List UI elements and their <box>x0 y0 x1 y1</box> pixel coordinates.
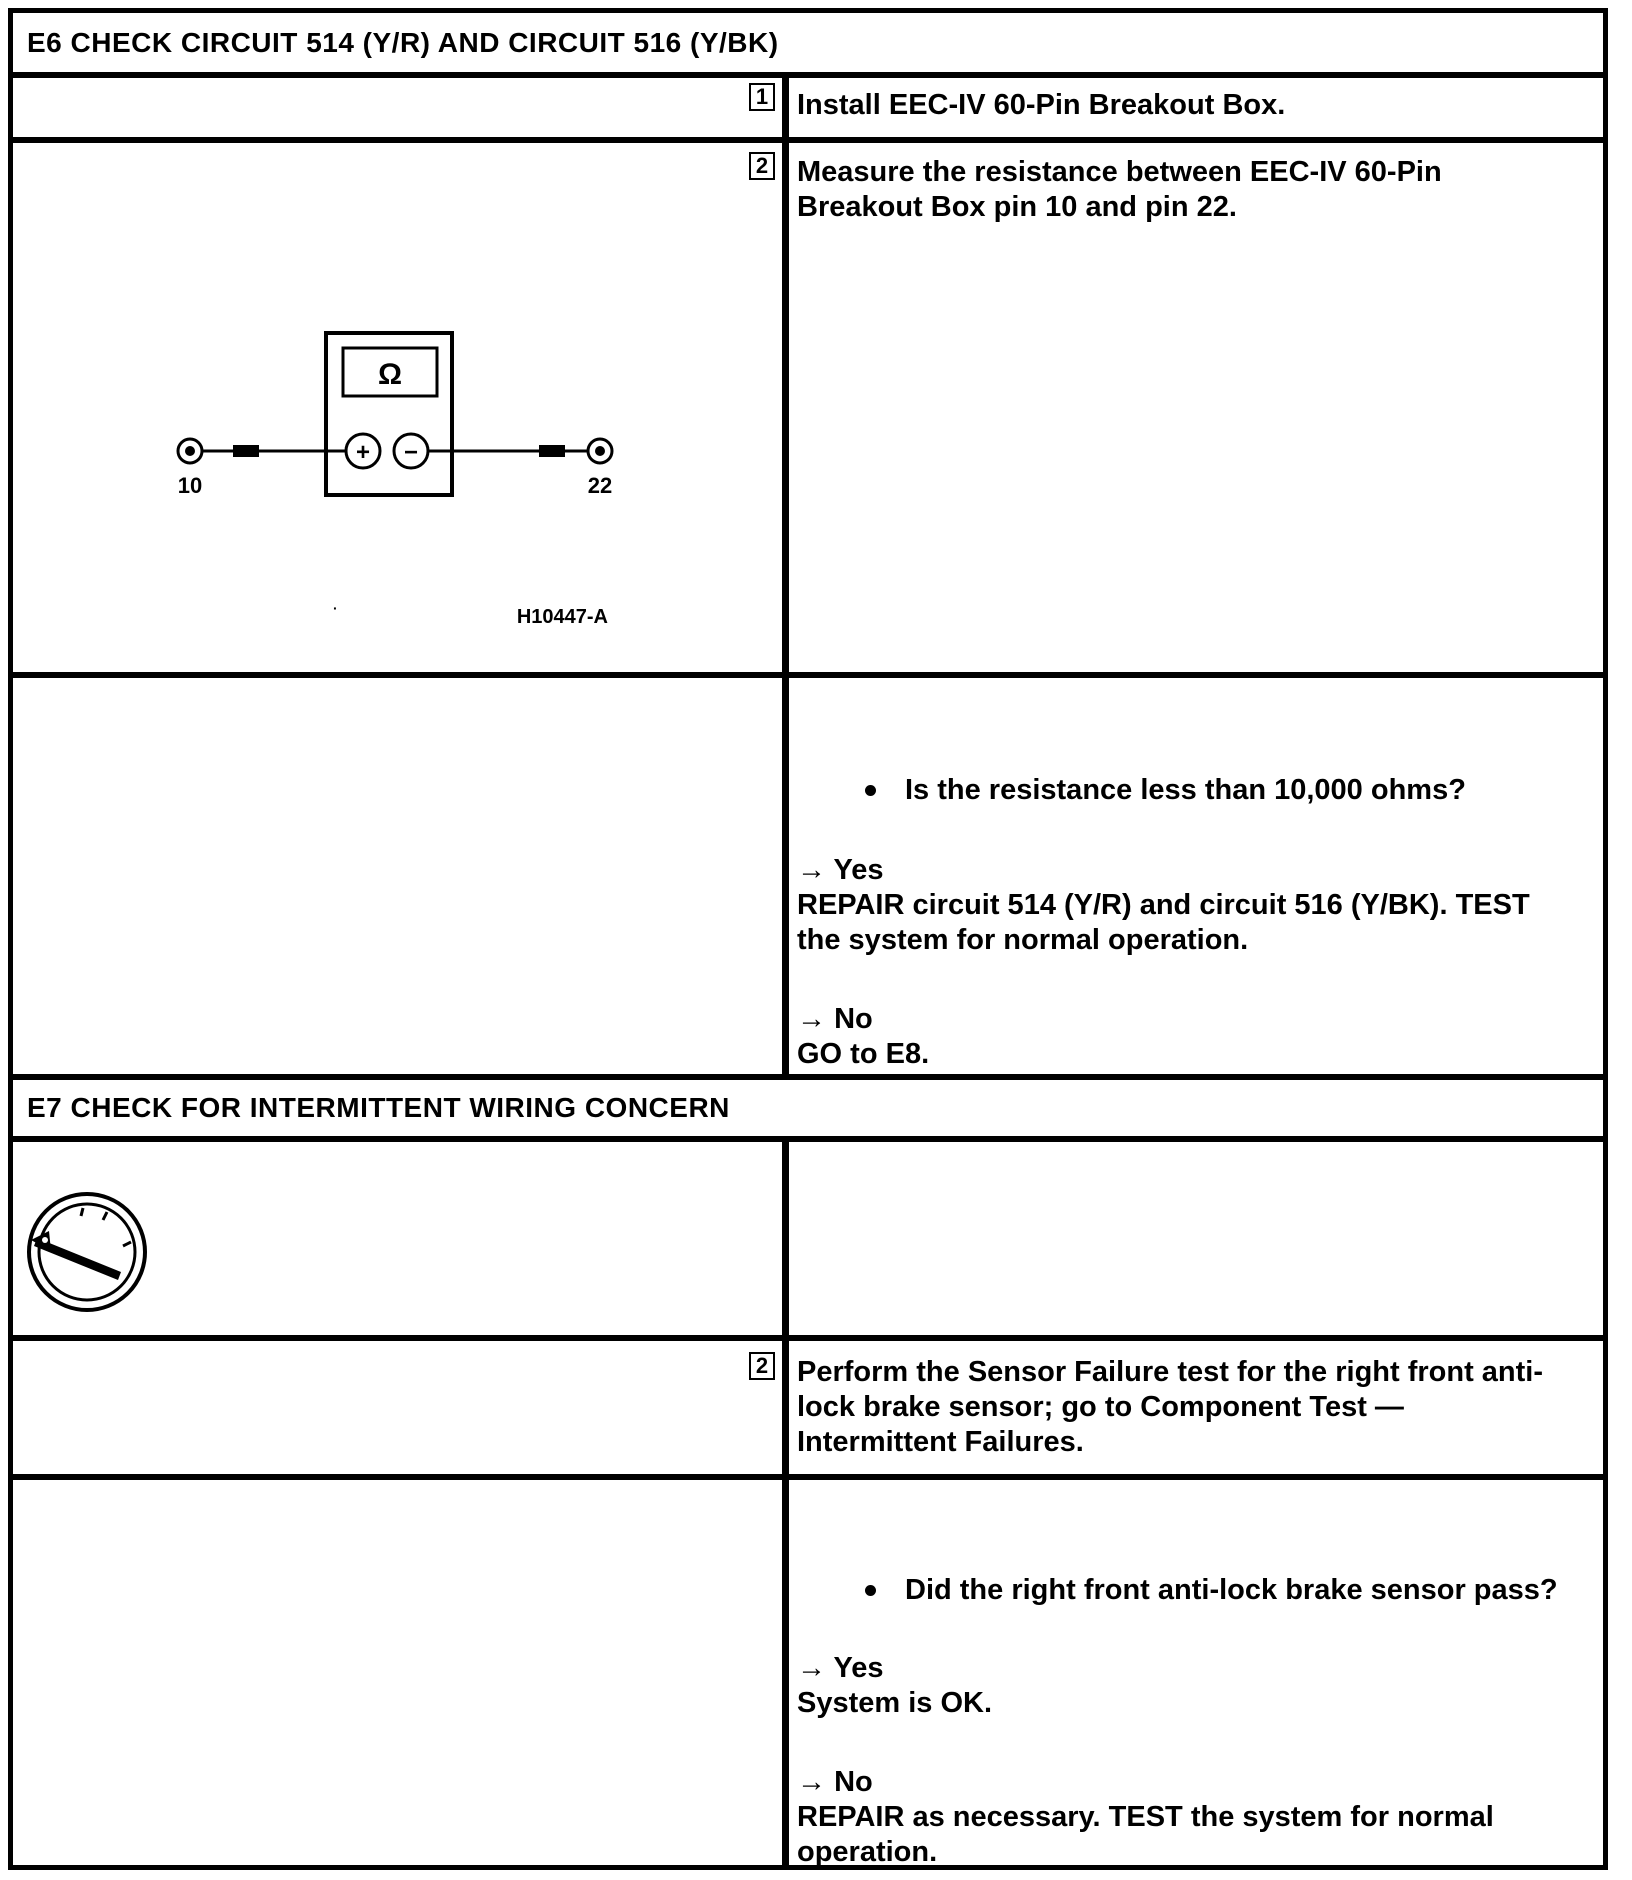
arrow-icon: → <box>797 1003 826 1035</box>
bullet-icon <box>865 785 876 796</box>
step-number-2: 2 <box>749 1352 775 1380</box>
arrow-icon: → <box>797 1766 826 1798</box>
e6-header <box>13 13 1603 72</box>
pin-22-label: 22 <box>587 473 613 498</box>
pin-10-label: 10 <box>177 473 203 498</box>
ignition-key-off-icon <box>23 1188 153 1318</box>
e7-no-answer: → No REPAIR as necessary. TEST the system for normal operation. <box>797 1766 1494 1868</box>
stray-mark: · <box>333 600 338 616</box>
no-label: No <box>834 1003 873 1035</box>
divider <box>13 672 1603 678</box>
plus-symbol: + <box>355 439 371 466</box>
divider <box>13 137 1603 143</box>
left-probe <box>233 445 259 457</box>
no-label: No <box>834 1766 873 1798</box>
e6-no-answer: → No GO to E8. <box>797 1003 930 1070</box>
step-number-2: 2 <box>749 152 775 180</box>
step-number-1: 1 <box>749 83 775 111</box>
step-1-instruction: Install EEC-IV 60-Pin Breakout Box. <box>797 89 1286 121</box>
yes-label: Yes <box>833 854 884 886</box>
arrow-icon: → <box>797 854 826 886</box>
divider <box>13 1474 1603 1480</box>
procedure-table <box>8 8 1608 1870</box>
arrow-icon: → <box>797 1652 826 1684</box>
e6-title: E6 CHECK CIRCUIT 514 (Y/R) AND CIRCUIT 516 (Y/BK) <box>27 26 779 58</box>
minus-symbol: − <box>403 439 419 466</box>
column-divider <box>782 1136 789 1866</box>
ohmmeter-diagram <box>163 323 643 673</box>
e7-step-2-instruction: Perform the Sensor Failure test for the right front anti- lock brake sensor; go to Component Test — Intermittent Failures. <box>797 1356 1544 1458</box>
yes-label: Yes <box>833 1652 884 1684</box>
e7-yes-answer: → Yes System is OK. <box>797 1652 993 1719</box>
figure-id: H10447-A <box>516 606 608 628</box>
step-2-instruction: Measure the resistance between EEC-IV 60-Pin Breakout Box pin 10 and pin 22. <box>797 156 1442 223</box>
e6-question: Is the resistance less than 10,000 ohms? <box>905 774 1466 806</box>
bullet-icon <box>865 1585 876 1596</box>
e7-title: E7 CHECK FOR INTERMITTENT WIRING CONCERN <box>27 1092 730 1123</box>
e7-header <box>13 1080 1603 1136</box>
divider <box>13 1136 1603 1142</box>
column-divider <box>782 72 789 1080</box>
e6-yes-answer: → Yes REPAIR circuit 514 (Y/R) and circuit 516 (Y/BK). TEST the system for normal operation. <box>797 854 1530 956</box>
divider <box>13 1335 1603 1341</box>
ohm-symbol: Ω <box>377 358 403 391</box>
divider <box>13 72 1603 78</box>
right-probe <box>539 445 565 457</box>
e7-question: Did the right front anti-lock brake sensor pass? <box>905 1574 1558 1606</box>
